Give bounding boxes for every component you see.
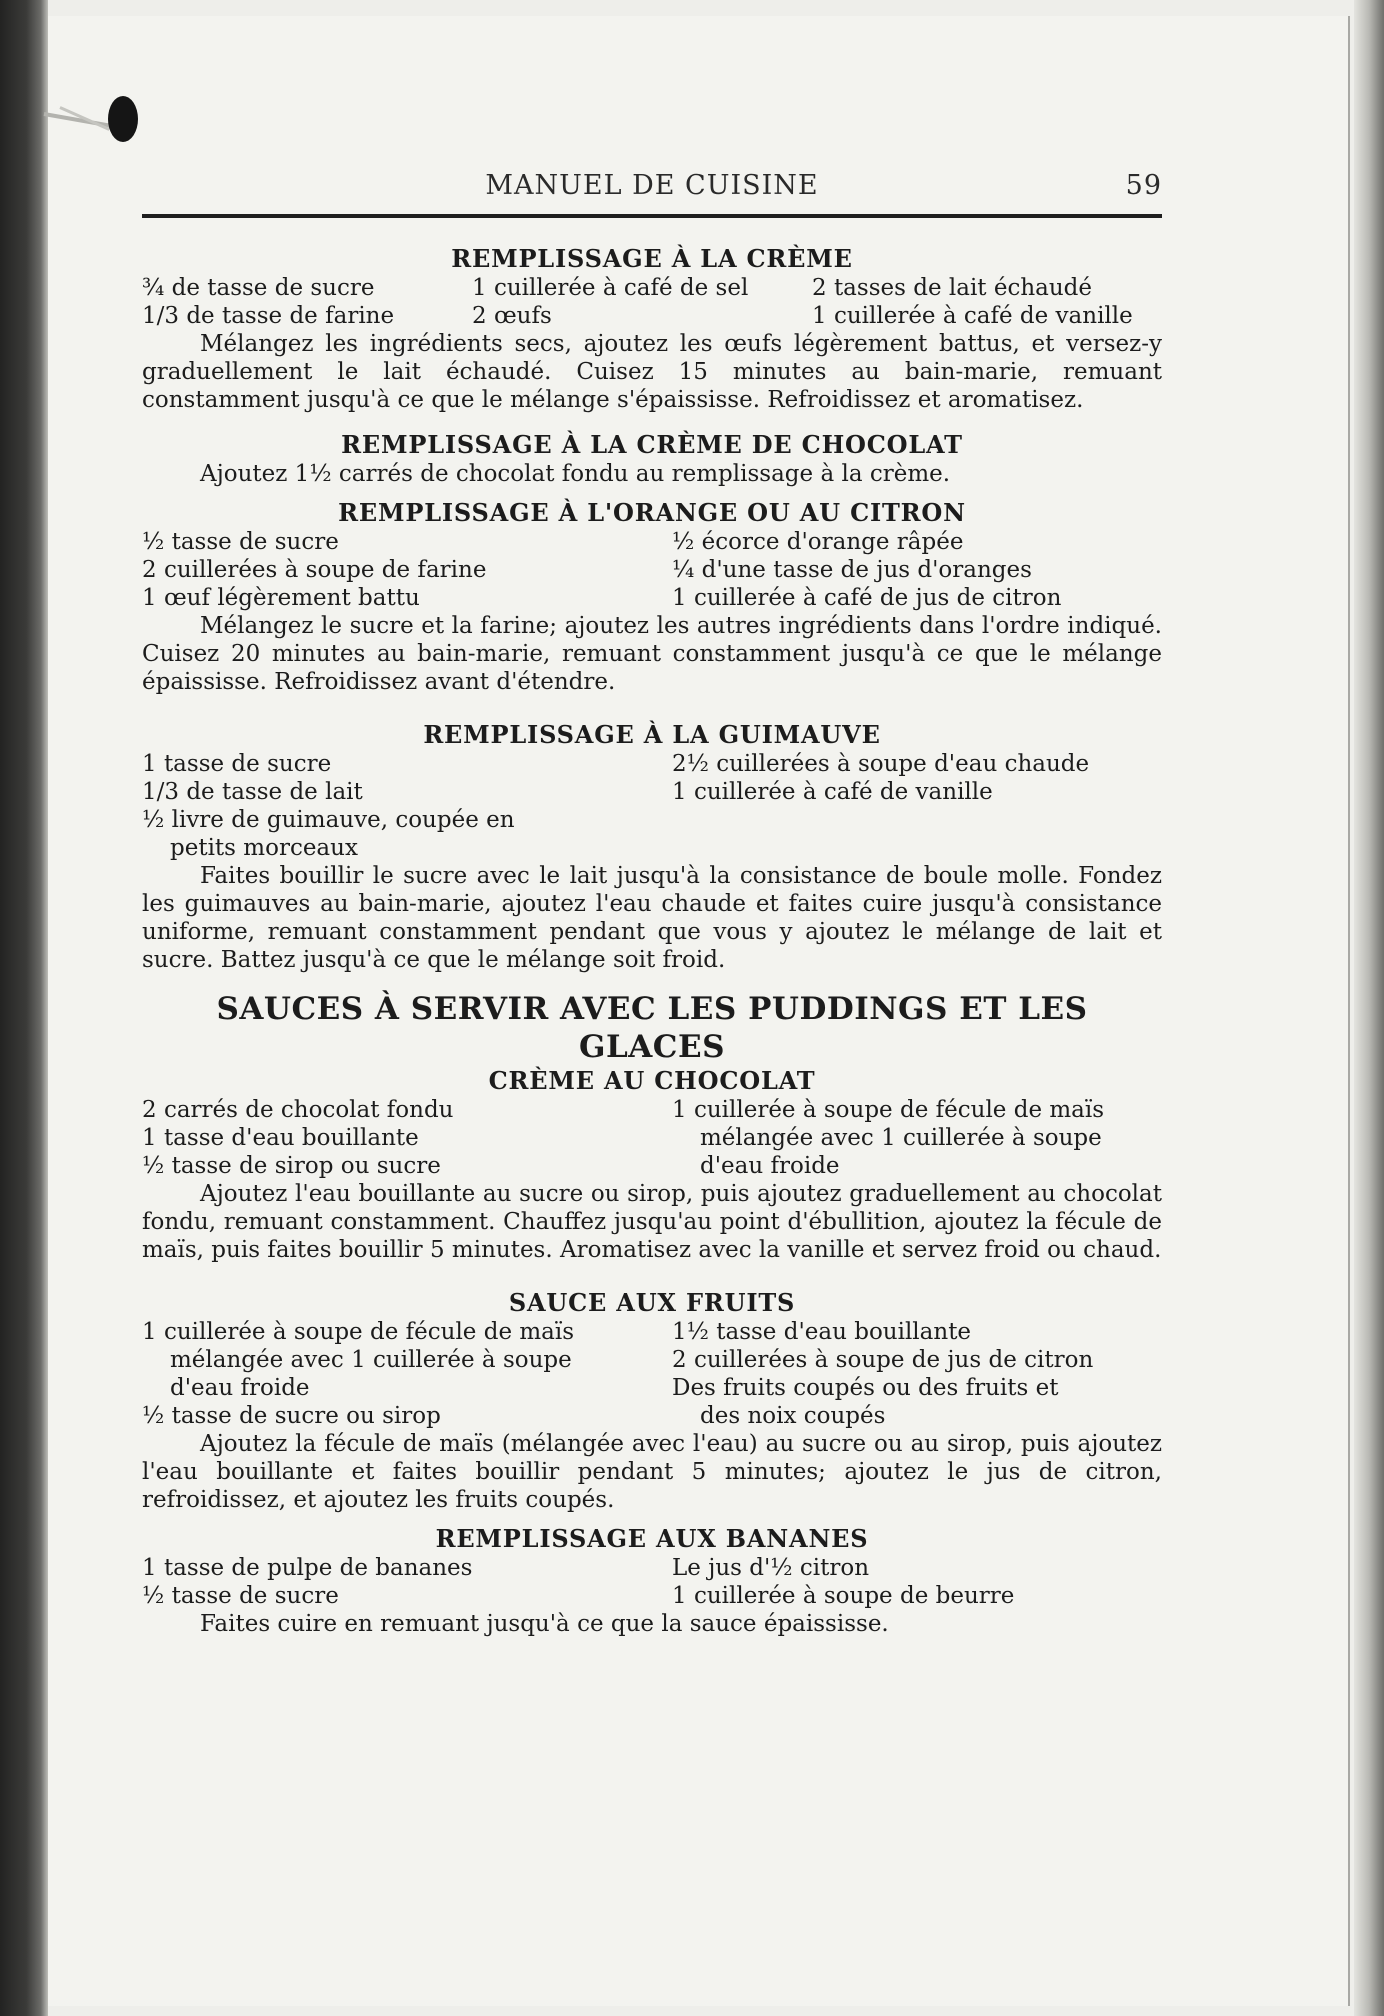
ingredient: d'eau froide [700,1153,840,1179]
instructions: Faites bouillir le sucre avec le lait jusqu'à la consistance de boule molle. Fondez les guimauves au bain-marie, ajoutez l'eau chaude et faites cuire jusqu'à consistance uniforme, remuant constamment pendant que vous y ajoutez le mélange de lait et sucre. Battez jusqu'à ce que le mélange soit froid. [142,863,1162,973]
ingredient-list [142,1554,1162,1610]
ingredient: Des fruits coupés ou des fruits et [672,1375,1059,1401]
ingredient: 1 cuillerée à café de jus de citron [672,585,1062,611]
ingredient: 1 tasse d'eau bouillante [142,1125,419,1151]
ingredient: 1/3 de tasse de farine [142,303,395,329]
ingredient-list [142,750,1162,862]
ingredient: 1 tasse de sucre [142,751,332,777]
ingredient: 1 tasse de pulpe de bananes [142,1555,473,1581]
ingredient: 1 cuillerée à café de sel [472,275,749,301]
section-title: CRÈME AU CHOCOLAT [488,1066,816,1095]
running-title: MANUEL DE CUISINE [485,170,819,201]
instructions: Mélangez les ingrédients secs, ajoutez les œufs légèrement battus, et versez-y graduellement le lait échaudé. Cuisez 15 minutes au bain-marie, remuant constamment jusqu'à ce que le mélange s'épaississe. Refroidissez et aromatisez. [142,331,1162,413]
ingredient: ½ livre de guimauve, coupée en [142,807,515,833]
ingredient: 2 cuillerées à soupe de farine [142,557,487,583]
ingredient: d'eau froide [170,1375,310,1401]
ingredient: 1 cuillerée à soupe de beurre [672,1583,1015,1609]
ingredient: 1 œuf légèrement battu [142,585,420,611]
ingredient-list [142,1318,1162,1430]
ingredient: ½ tasse de sirop ou sucre [142,1153,441,1179]
ingredient: mélangée avec 1 cuillerée à soupe [700,1125,1102,1151]
ingredient: 2½ cuillerées à soupe d'eau chaude [672,751,1090,777]
running-header [142,170,1162,210]
section-title: SAUCE AUX FRUITS [508,1288,796,1317]
punch-hole [108,96,138,142]
ingredient: ½ écorce d'orange râpée [672,529,964,555]
ingredient: 1 cuillerée à soupe de fécule de maïs [142,1319,575,1345]
ingredient: 1/3 de tasse de lait [142,779,363,805]
ingredient: 2 œufs [472,303,552,329]
ingredient: 2 carrés de chocolat fondu [142,1097,454,1123]
ingredient: ¼ d'une tasse de jus d'oranges [672,557,1032,583]
book-spine [0,0,48,2016]
chapter-heading: SAUCES À SERVIR AVEC LES PUDDINGS ET LES GLACES [216,991,1088,1065]
ingredient-list [142,274,1162,330]
ingredient: ½ tasse de sucre ou sirop [142,1403,441,1429]
ingredient [672,806,1162,834]
ingredient: 1 cuillerée à café de vanille [812,303,1133,329]
ingredient: 1½ tasse d'eau bouillante [672,1319,972,1345]
section-title: REMPLISSAGE AUX BANANES [435,1524,869,1553]
instructions: Ajoutez l'eau bouillante au sucre ou sirop, puis ajoutez graduellement au chocolat fondu, remuant constamment. Chauffez jusqu'au point d'ébullition, ajoutez la fécule de maïs, puis faites bouillir 5 minutes. Aromatisez avec la vanille et servez froid ou chaud. [142,1181,1162,1263]
instructions: Mélangez le sucre et la farine; ajoutez les autres ingrédients dans l'ordre indiqué. Cuisez 20 minutes au bain-marie, remuant constamment jusqu'à ce que le mélange épaississe. Refroidissez avant d'étendre. [142,613,1162,695]
ingredient [672,834,1162,862]
ingredient: 1 cuillerée à café de vanille [672,779,993,805]
section-title: REMPLISSAGE À LA CRÈME [451,244,853,273]
page-content [142,170,1162,1638]
ingredient: ½ tasse de sucre [142,529,339,555]
instructions: Faites cuire en remuant jusqu'à ce que la sauce épaississe. [200,1611,889,1637]
instructions: Ajoutez 1½ carrés de chocolat fondu au remplissage à la crème. [200,461,951,487]
ingredient: petits morceaux [170,835,358,861]
ingredient: 2 tasses de lait échaudé [812,275,1093,301]
ingredient-list [142,1096,1162,1180]
ingredient: ¾ de tasse de sucre [142,275,375,301]
ingredient: 1 cuillerée à soupe de fécule de maïs [672,1097,1105,1123]
page-edge [1354,0,1384,2016]
section-title: REMPLISSAGE À LA GUIMAUVE [423,720,881,749]
ingredient: 2 cuillerées à soupe de jus de citron [672,1347,1094,1373]
ingredient: mélangée avec 1 cuillerée à soupe [170,1347,572,1373]
instructions: Ajoutez la fécule de maïs (mélangée avec l'eau) au sucre ou au sirop, puis ajoutez l'eau bouillante et faites bouillir pendant 5 minutes; ajoutez le jus de citron, refroidissez, et ajoutez les fruits coupés. [142,1431,1162,1513]
ingredient: des noix coupés [700,1403,886,1429]
section-title: REMPLISSAGE À L'ORANGE OU AU CITRON [338,498,966,527]
header-rule [142,214,1162,218]
ingredient-list [142,528,1162,612]
ingredient: ½ tasse de sucre [142,1583,339,1609]
ingredient: Le jus d'½ citron [672,1555,870,1581]
page-number: 59 [1125,170,1162,201]
section-title: REMPLISSAGE À LA CRÈME DE CHOCOLAT [341,430,963,459]
